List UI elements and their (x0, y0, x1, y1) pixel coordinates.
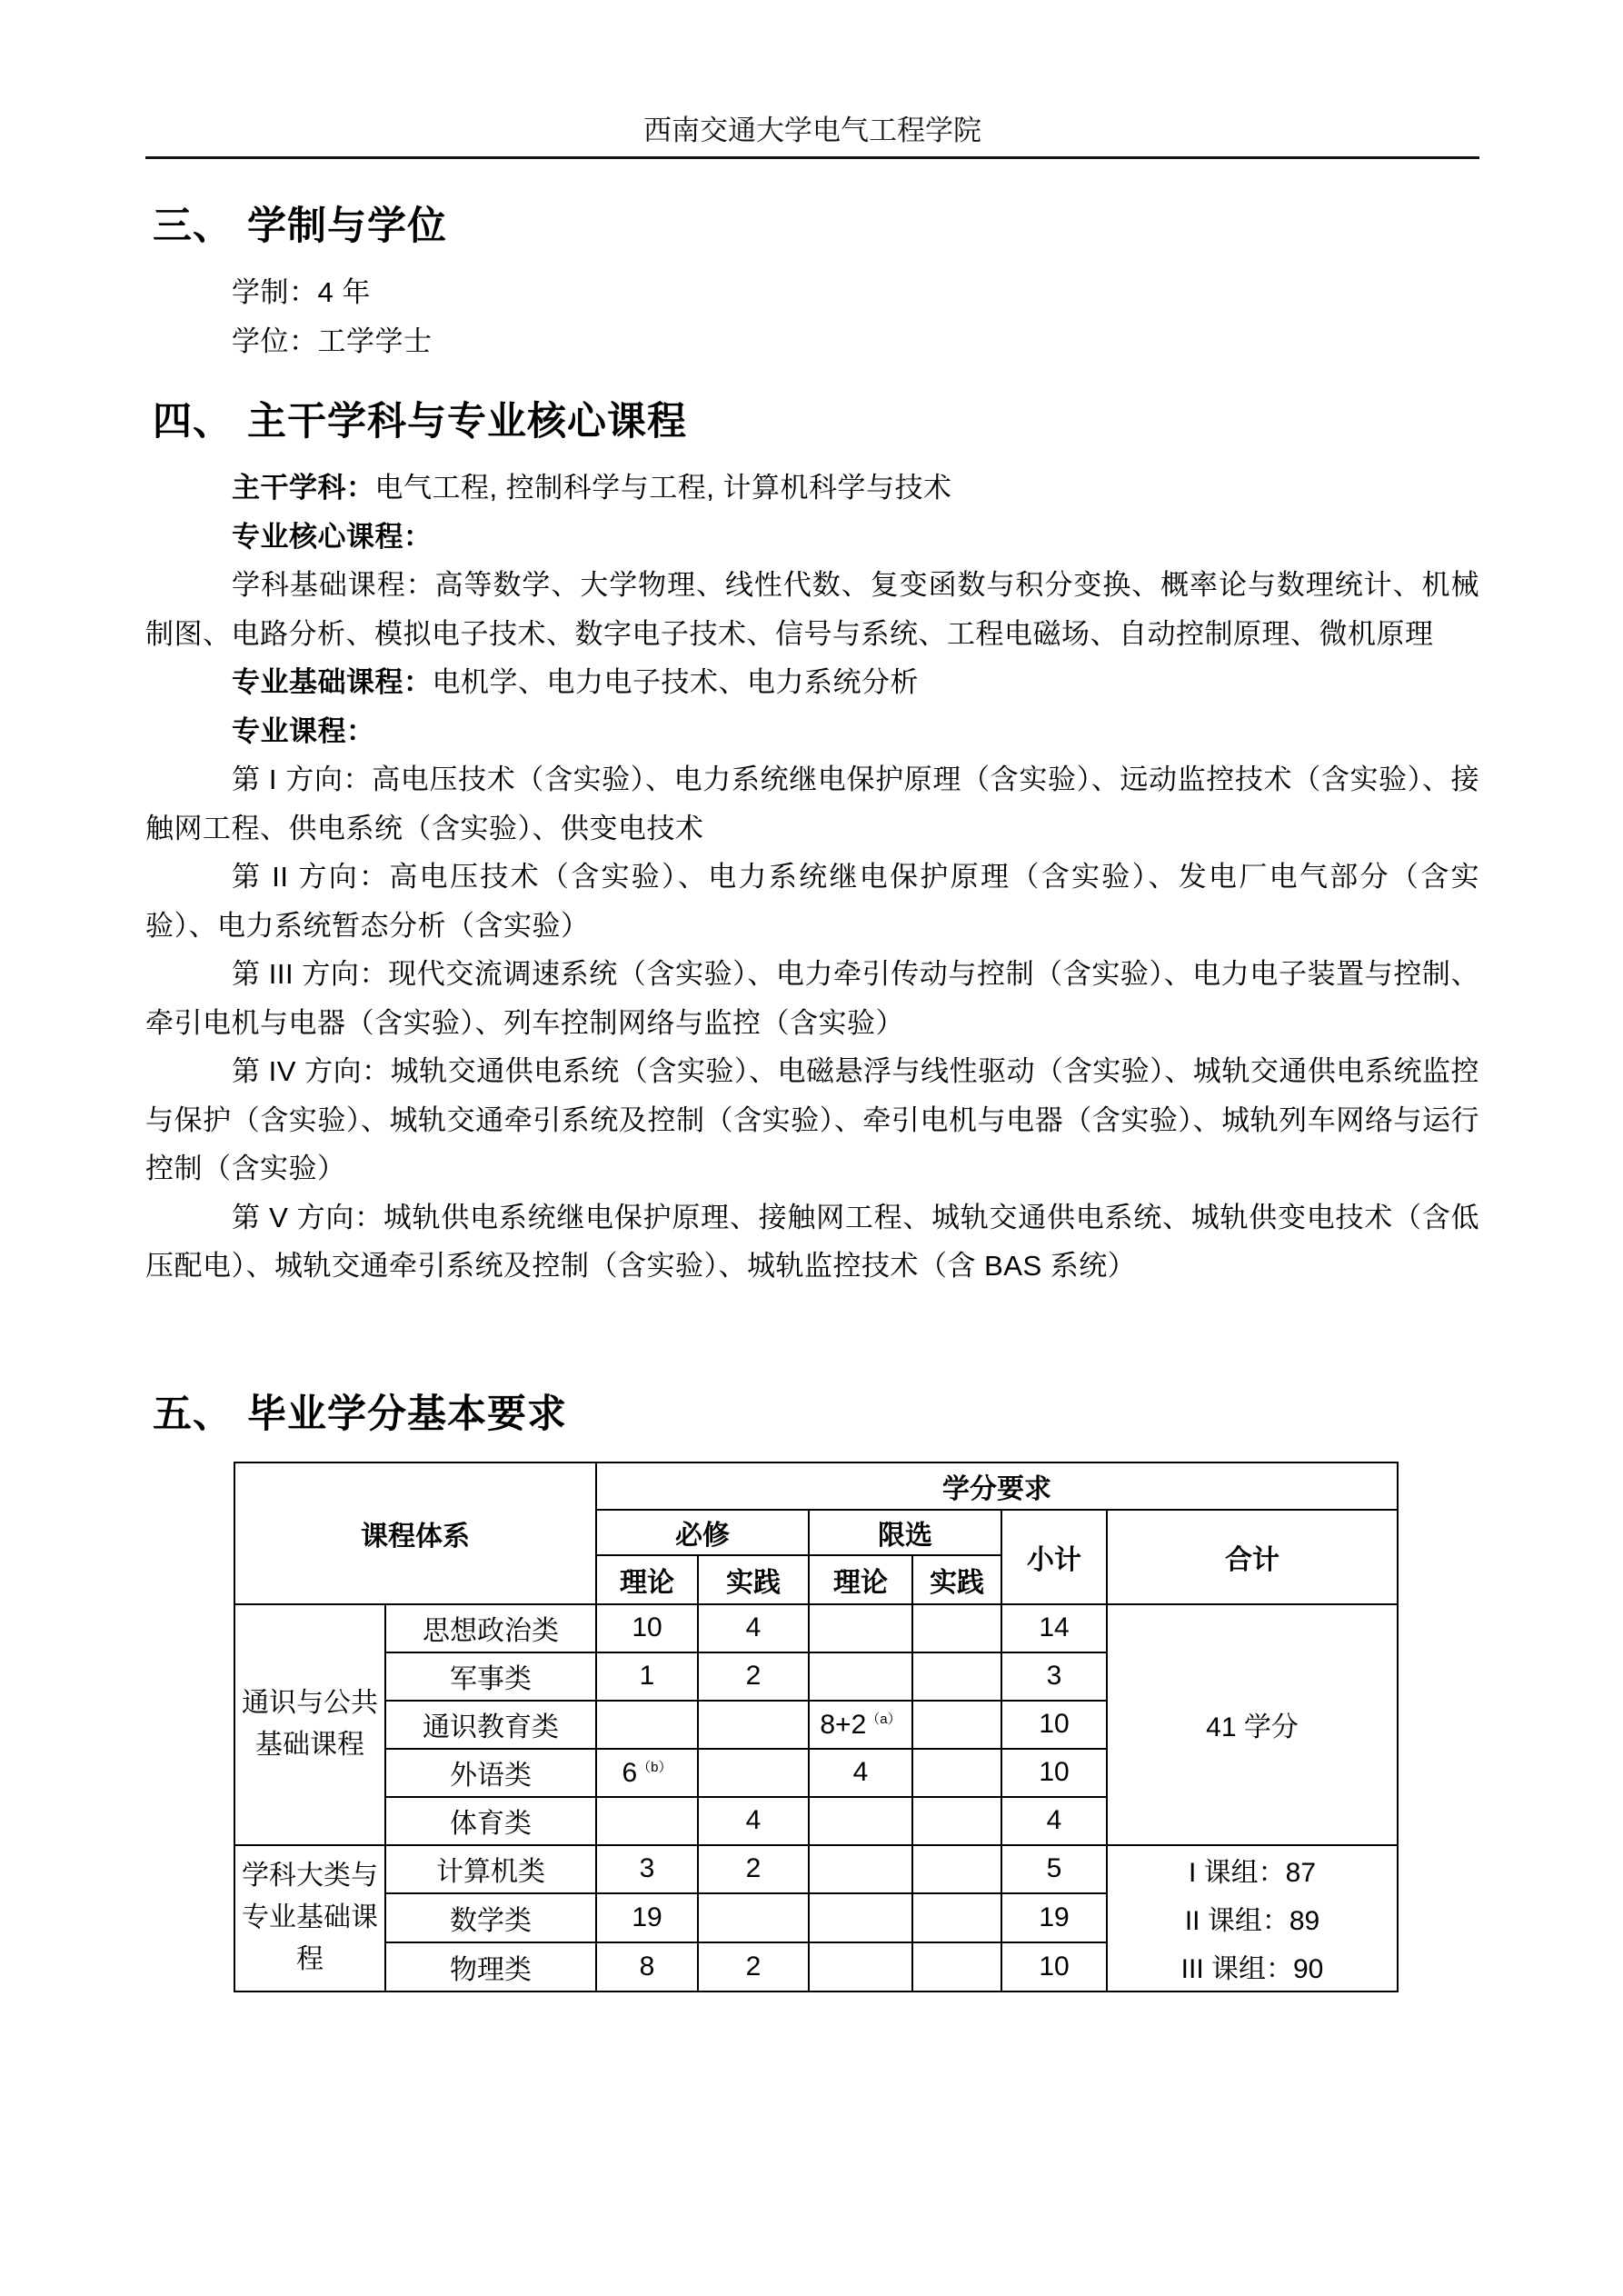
category-cell: 思想政治类 (385, 1604, 596, 1652)
section-3-heading (145, 201, 1479, 252)
elective-theory-cell (809, 1797, 912, 1845)
elective-practice-cell (912, 1749, 1001, 1797)
degree-line (145, 317, 1479, 366)
direction-2-paragraph (145, 853, 1479, 950)
table-row (234, 1845, 1398, 1894)
major-basic-courses-label: 专业基础课程： (232, 666, 433, 698)
direction-5-paragraph (145, 1193, 1479, 1291)
subtotal-cell: 3 (1001, 1652, 1107, 1701)
category-cell: 数学类 (385, 1893, 596, 1942)
section-3-number: 三、 (153, 205, 233, 248)
major-courses-label: 专业课程： (232, 714, 375, 747)
th-required-theory: 理论 (596, 1555, 698, 1604)
elective-theory-value: 8+2 (820, 1709, 867, 1740)
required-theory-cell: 19 (596, 1893, 698, 1942)
footnote-b-marker: （b） (637, 1759, 672, 1775)
subtotal-cell: 10 (1001, 1942, 1107, 1992)
elective-theory-cell (809, 1652, 912, 1701)
major-basic-courses-line (145, 658, 1479, 707)
main-disciplines-line (145, 464, 1479, 513)
section-3-title: 学制与学位 (247, 205, 447, 248)
course-group-3-total: III 课组：90 (1180, 1954, 1324, 1984)
required-practice-cell (698, 1701, 809, 1749)
category-cell: 体育类 (385, 1797, 596, 1845)
subtotal-cell: 5 (1001, 1845, 1107, 1894)
section-5-heading (145, 1389, 1479, 1440)
required-practice-cell (698, 1749, 809, 1797)
direction-2-text: 高电压技术（含实验）、电力系统继电保护原理（含实验）、发电厂电气部分（含实验）、电力系统暂态分析（含实验） (145, 861, 1480, 942)
main-disciplines-label: 主干学科： (232, 472, 375, 504)
required-practice-cell: 2 (698, 1942, 809, 1992)
th-course-system: 课程体系 (234, 1462, 596, 1604)
table-row (234, 1604, 1398, 1652)
elective-practice-cell (912, 1604, 1001, 1652)
th-credit-requirements: 学分要求 (596, 1462, 1398, 1510)
elective-theory-cell (809, 1604, 912, 1652)
section-5-title: 毕业学分基本要求 (247, 1392, 567, 1436)
duration-line (145, 268, 1479, 317)
th-elective: 限选 (809, 1510, 1001, 1555)
direction-5-label: 第 V 方向： (232, 1201, 383, 1233)
required-practice-cell: 2 (698, 1652, 809, 1701)
course-group-1-total: I 课组：87 (1188, 1858, 1317, 1888)
subtotal-cell: 10 (1001, 1701, 1107, 1749)
section-5-number: 五、 (153, 1392, 233, 1436)
elective-practice-cell (912, 1893, 1001, 1942)
required-practice-cell: 2 (698, 1845, 809, 1894)
main-disciplines-text: 电气工程, 控制科学与工程, 计算机科学与技术 (374, 472, 952, 504)
group-1-name: 通识与公共基础课程 (234, 1604, 385, 1845)
direction-4-label: 第 IV 方向： (232, 1055, 391, 1087)
group-2-name: 学科大类与专业基础课程 (234, 1845, 385, 1992)
category-cell: 计算机类 (385, 1845, 596, 1894)
credits-table (234, 1462, 1399, 1992)
elective-theory-cell (809, 1942, 912, 1992)
subtotal-cell: 10 (1001, 1749, 1107, 1797)
required-theory-cell: 10 (596, 1604, 698, 1652)
direction-4-text: 城轨交通供电系统（含实验）、电磁悬浮与线性驱动（含实验）、城轨交通供电系统监控与保护（含实验）、城轨交通牵引系统及控制（含实验）、牵引电机与电器（含实验）、城轨列车网络与运行控制（含实验） (145, 1055, 1480, 1184)
major-basic-courses-text: 电机学、电力电子技术、电力系统分析 (432, 666, 919, 698)
duration-text: 学制：4 年 (232, 276, 371, 308)
direction-3-paragraph (145, 950, 1479, 1047)
degree-text: 学位：工学学士 (232, 324, 433, 357)
direction-1-text: 高电压技术（含实验）、电力系统继电保护原理（含实验）、远动监控技术（含实验）、接触网工程、供电系统（含实验）、供变电技术 (145, 764, 1480, 844)
course-group-2-total: II 课组：89 (1184, 1906, 1320, 1936)
required-theory-cell (596, 1749, 698, 1797)
section-4-heading (145, 396, 1479, 447)
group-2-total (1107, 1845, 1398, 1992)
subject-basic-courses-text: 学科基础课程：高等数学、大学物理、线性代数、复变函数与积分变换、概率论与数理统计、机械制图、电路分析、模拟电子技术、数字电子技术、信号与系统、工程电磁场、自动控制原理、微机原理 (145, 569, 1479, 650)
page-header (145, 0, 1479, 159)
elective-practice-cell (912, 1845, 1001, 1894)
required-theory-cell (596, 1701, 698, 1749)
required-practice-cell (698, 1893, 809, 1942)
required-theory-value: 6 (622, 1757, 638, 1788)
elective-practice-cell (912, 1942, 1001, 1992)
th-elective-practice: 实践 (912, 1555, 1001, 1604)
direction-2-label: 第 II 方向： (232, 861, 390, 893)
th-total: 合计 (1107, 1510, 1398, 1604)
category-cell: 通识教育类 (385, 1701, 596, 1749)
elective-theory-cell (809, 1701, 912, 1749)
required-practice-cell: 4 (698, 1604, 809, 1652)
core-courses-label: 专业核心课程： (232, 520, 433, 553)
direction-1-label: 第 I 方向： (232, 764, 373, 795)
core-courses-label-line (145, 513, 1479, 562)
header-title: 西南交通大学电气工程学院 (643, 115, 981, 146)
elective-theory-cell (809, 1845, 912, 1894)
required-theory-cell: 8 (596, 1942, 698, 1992)
category-cell: 外语类 (385, 1749, 596, 1797)
direction-1-paragraph (145, 755, 1479, 853)
elective-practice-cell (912, 1701, 1001, 1749)
elective-theory-cell: 4 (809, 1749, 912, 1797)
elective-practice-cell (912, 1797, 1001, 1845)
required-theory-cell: 3 (596, 1845, 698, 1894)
th-elective-theory: 理论 (809, 1555, 912, 1604)
category-cell: 军事类 (385, 1652, 596, 1701)
direction-5-text: 城轨供电系统继电保护原理、接触网工程、城轨交通供电系统、城轨供变电技术（含低压配电）、城轨交通牵引系统及控制（含实验）、城轨监控技术（含 BAS 系统） (145, 1201, 1480, 1282)
direction-4-paragraph (145, 1047, 1479, 1193)
required-theory-cell: 1 (596, 1652, 698, 1701)
section-4-number: 四、 (153, 400, 233, 444)
major-courses-label-line (145, 707, 1479, 756)
subject-basic-courses-paragraph (145, 561, 1479, 658)
th-required-practice: 实践 (698, 1555, 809, 1604)
course-group-totals (1108, 1846, 1397, 1991)
subtotal-cell: 4 (1001, 1797, 1107, 1845)
subtotal-cell: 19 (1001, 1893, 1107, 1942)
section-4-title: 主干学科与专业核心课程 (247, 400, 687, 444)
required-practice-cell: 4 (698, 1797, 809, 1845)
th-subtotal: 小计 (1001, 1510, 1107, 1604)
footnote-a-marker: （a） (866, 1711, 901, 1727)
group-1-total: 41 学分 (1107, 1604, 1398, 1845)
direction-3-text: 现代交流调速系统（含实验）、电力牵引传动与控制（含实验）、电力电子装置与控制、牵引电机与电器（含实验）、列车控制网络与监控（含实验） (145, 958, 1479, 1039)
th-required: 必修 (596, 1510, 809, 1555)
subtotal-cell: 14 (1001, 1604, 1107, 1652)
required-theory-cell (596, 1797, 698, 1845)
elective-practice-cell (912, 1652, 1001, 1701)
category-cell: 物理类 (385, 1942, 596, 1992)
elective-theory-cell (809, 1893, 912, 1942)
document-content (145, 201, 1479, 1992)
direction-3-label: 第 III 方向： (232, 958, 389, 990)
